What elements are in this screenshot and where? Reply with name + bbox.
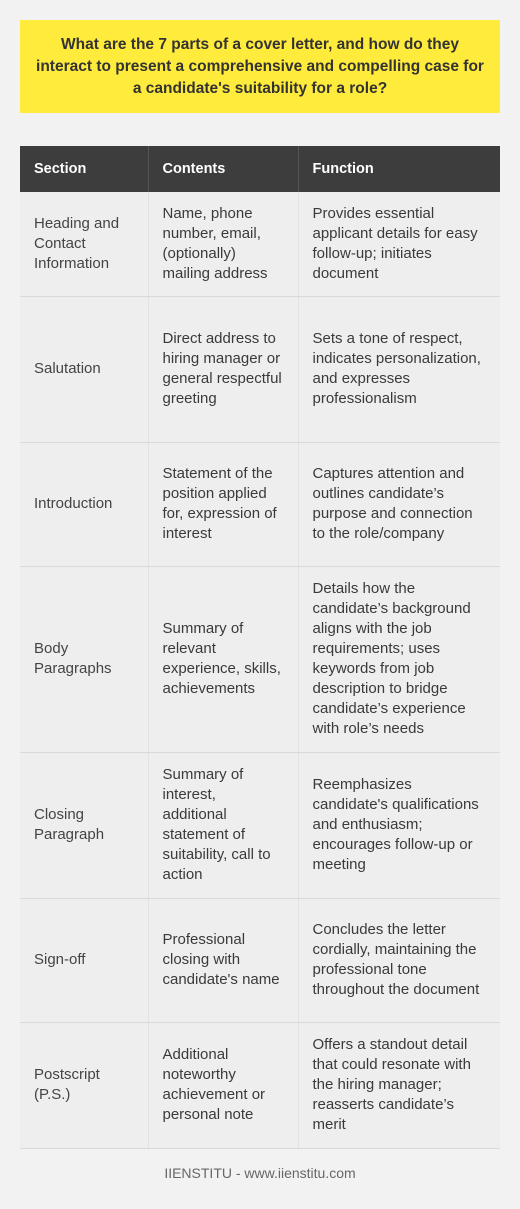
cell-function: Concludes the letter cordially, maintaining the professional tone throughout the document (298, 898, 500, 1022)
cell-function: Captures attention and outlines candidate’s purpose and connection to the role/company (298, 442, 500, 566)
cell-section: Closing Paragraph (20, 752, 148, 898)
table-row (20, 566, 500, 752)
footer-credit: IIENSTITU - www.iienstitu.com (164, 1165, 356, 1181)
cell-function: Offers a standout detail that could resonate with the hiring manager; reasserts candidate’s merit (298, 1022, 500, 1148)
cell-function: Reemphasizes candidate's qualifications and enthusiasm; encourages follow-up or meeting (298, 752, 500, 898)
page-title: What are the 7 parts of a cover letter, and how do they interact to present a comprehensive and compelling case for a candidate's suitability for a role? (36, 35, 484, 97)
cell-function: Sets a tone of respect, indicates personalization, and expresses professionalism (298, 296, 500, 442)
table-row (20, 296, 500, 442)
title-banner (20, 20, 500, 113)
table-header-row (20, 146, 500, 192)
cell-contents: Additional noteworthy achievement or personal note (148, 1022, 298, 1148)
column-header-contents: Contents (148, 146, 298, 192)
cover-letter-parts-table (20, 146, 500, 1149)
cell-contents: Summary of interest, additional statement of suitability, call to action (148, 752, 298, 898)
cell-section: Heading and Contact Information (20, 192, 148, 296)
cell-section: Sign-off (20, 898, 148, 1022)
table-row (20, 1022, 500, 1148)
table-row (20, 752, 500, 898)
cell-section: Postscript (P.S.) (20, 1022, 148, 1148)
table-row (20, 192, 500, 296)
table-row (20, 442, 500, 566)
cell-contents: Statement of the position applied for, expression of interest (148, 442, 298, 566)
cell-section: Introduction (20, 442, 148, 566)
cell-contents: Direct address to hiring manager or general respectful greeting (148, 296, 298, 442)
cell-section: Salutation (20, 296, 148, 442)
cell-contents: Name, phone number, email, (optionally) mailing address (148, 192, 298, 296)
table-row (20, 898, 500, 1022)
cell-section: Body Paragraphs (20, 566, 148, 752)
column-header-function: Function (298, 146, 500, 192)
cell-contents: Summary of relevant experience, skills, achievements (148, 566, 298, 752)
cell-function: Details how the candidate’s background aligns with the job requirements; uses keywords from job description to bridge candidate’s experience with role’s needs (298, 566, 500, 752)
column-header-section: Section (20, 146, 148, 192)
cell-function: Provides essential applicant details for easy follow-up; initiates document (298, 192, 500, 296)
cell-contents: Professional closing with candidate's name (148, 898, 298, 1022)
